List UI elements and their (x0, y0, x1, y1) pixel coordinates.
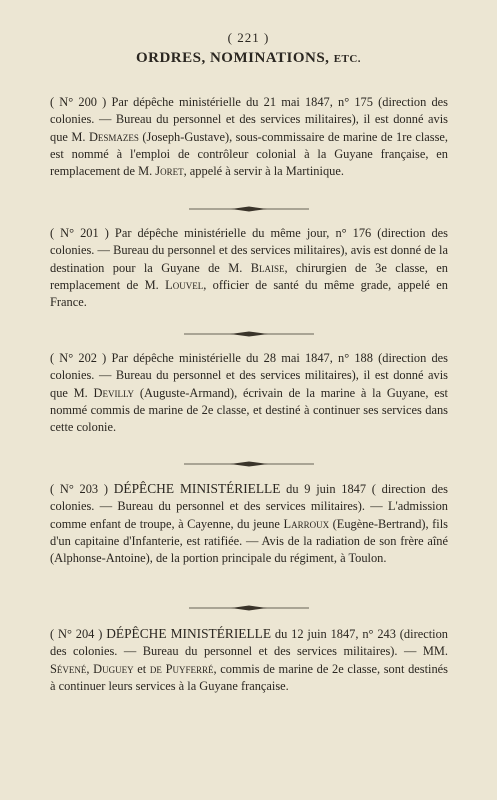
entry-204 (50, 625, 448, 695)
entry-200 (50, 94, 448, 180)
entry-name: Blaise (250, 260, 285, 275)
entry-number: ( N° 200 ) (50, 95, 107, 109)
entry-text: (Eugène-Bertrand), fils d'un capitaine d'Infanterie, est ratifiée. — Avis de la radiation de son frère aîné (Alphonse-Antoine), de la portion principale du régiment, à Toulon. (50, 516, 449, 566)
entry-number: ( N° 204 ) (50, 627, 103, 641)
entry-text: Par dépêche ministérielle du même jour, n° 176 (direction des colonies. — Bureau du personnel et des services militaires), avis est donné de la destination pour la Guyane de M. (50, 226, 448, 275)
entry-number: ( N° 201 ) (50, 226, 109, 240)
entry-name: Duguey (93, 661, 134, 676)
entry-text: du 9 juin 1847 ( direction des colonies. — Bureau du personnel et des services militaires). — L'admission comme enfant de troupe, à Cayenne, du jeune (50, 482, 448, 531)
entry-name: Desmazes (88, 129, 139, 144)
running-title-text: ORDRES, NOMINATIONS, (135, 50, 330, 66)
entry-202 (50, 350, 448, 436)
entry-heading: DÉPÊCHE MINISTÉRIELLE (106, 626, 272, 641)
section-divider (0, 330, 497, 338)
entry-name: Joret (155, 164, 184, 179)
page-number: ( 221 ) (227, 30, 270, 45)
entry-name: Devilly (93, 385, 135, 400)
running-title-suffix: ETC. (333, 53, 362, 65)
entry-text: (Auguste-Armand), écrivain de la marine à la Guyane, est nommé commis de marine de 2e classe, et destiné à continuer ses services dans cette colonie. (50, 385, 448, 435)
entry-text: , appelé à servir à la Martinique. (183, 164, 344, 179)
entry-name: de Puyferré (149, 661, 214, 676)
section-divider (0, 604, 497, 612)
entry-text: Par dépêche ministérielle du 21 mai 1847, n° 175 (direction des colonies. — Bureau du personnel et des services militaires), il est donné avis que M. (50, 95, 448, 144)
section-divider (0, 205, 497, 213)
entry-number: ( N° 203 ) (50, 482, 108, 496)
entry-text: , commis de marine de 2e classe, sont destinés à continuer leurs services à la Guyane française. (50, 661, 448, 693)
entry-name: Larroux (283, 516, 330, 531)
section-divider (0, 460, 497, 468)
entry-name: Louvel (165, 277, 204, 292)
entry-203 (50, 480, 448, 567)
entry-text: , (86, 661, 94, 676)
entry-number: ( N° 202 ) (50, 351, 107, 365)
entry-text: (Joseph-Gustave), sous-commissaire de marine de 1re classe, est nommé à l'emploi de contrôleur colonial à la Guyane française, en remplacement de M. (50, 129, 449, 179)
entry-text: Par dépêche ministérielle du 28 mai 1847, n° 188 (direction des colonies. — Bureau du personnel et des services militaires), il est donné avis que M. (50, 351, 448, 400)
entry-text: et (133, 661, 150, 676)
entry-heading: DÉPÊCHE MINISTÉRIELLE (113, 481, 281, 496)
entry-text: , chirurgien de 3e classe, en remplacement de M. (50, 260, 448, 292)
entry-text: , officier de santé du même grade, appelé en France. (50, 277, 448, 310)
entry-name: Sévené (50, 661, 87, 676)
entry-201 (50, 225, 448, 311)
running-title (0, 50, 497, 67)
entry-text: du 12 juin 1847, n° 243 (direction des colonies. — Bureau du personnel et des services militaires). — MM. (50, 627, 448, 659)
